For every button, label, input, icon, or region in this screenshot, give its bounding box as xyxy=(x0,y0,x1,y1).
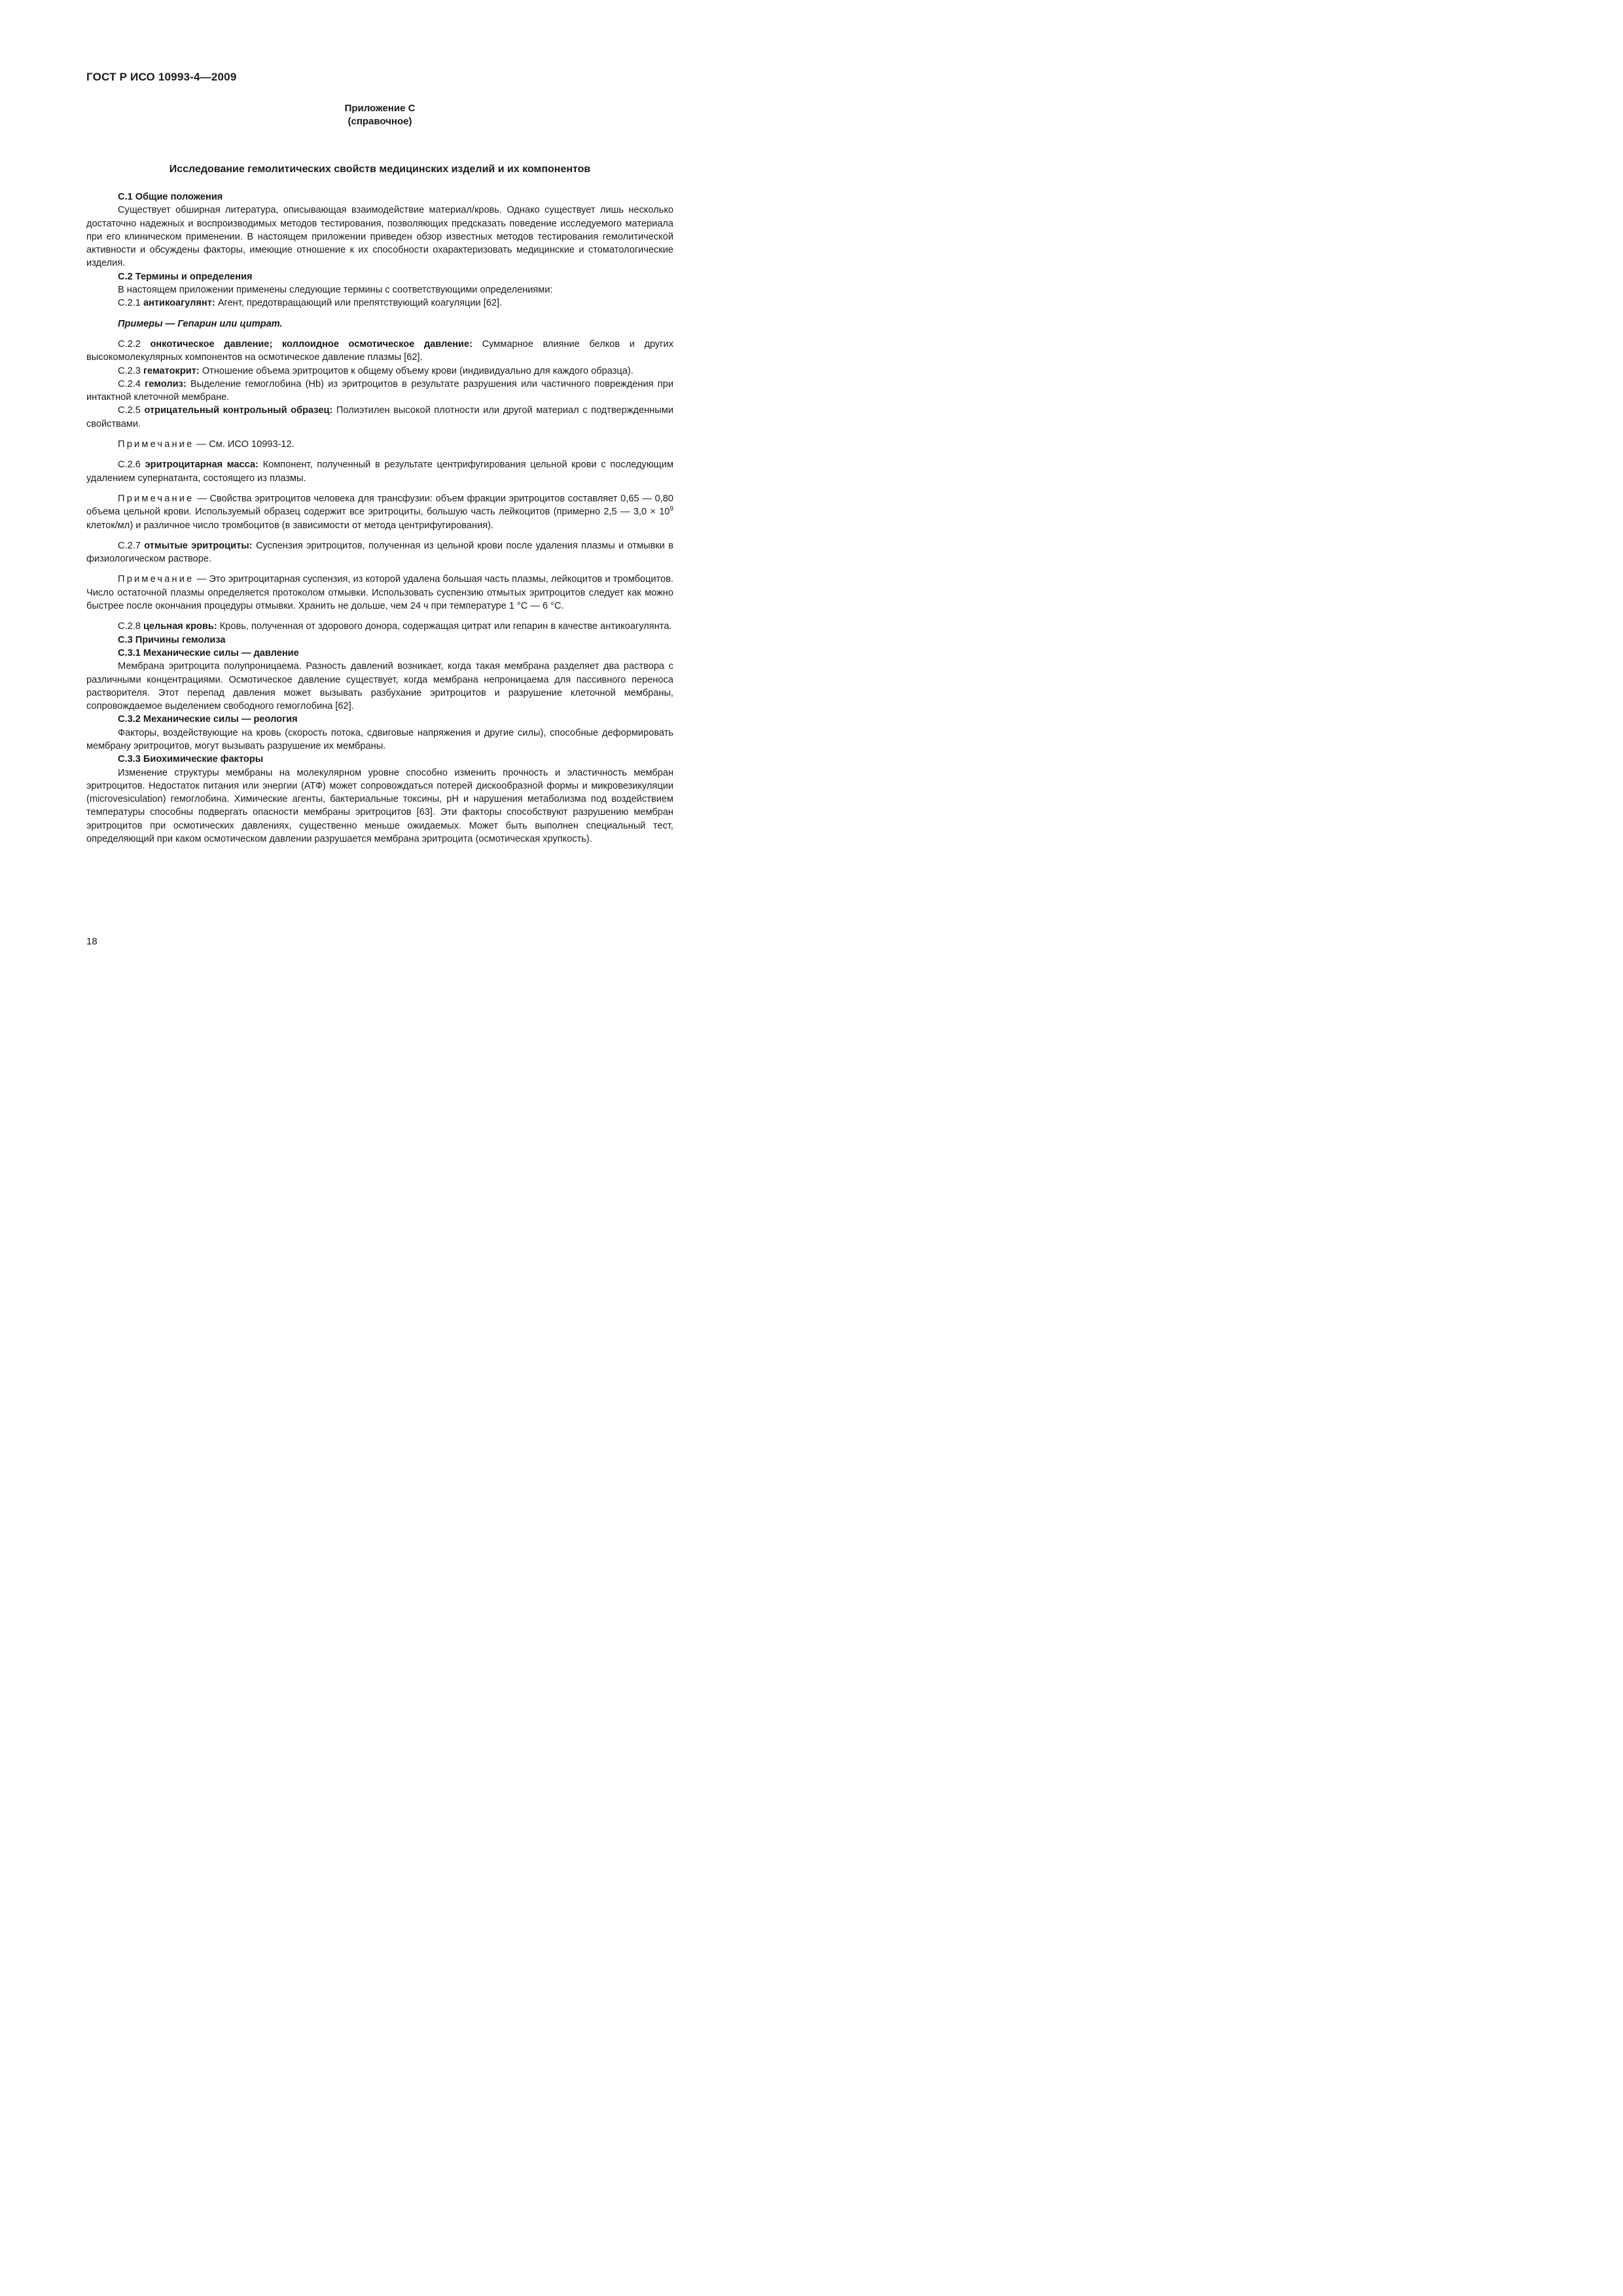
term-number: С.2.3 xyxy=(118,365,141,376)
term-c2-4 xyxy=(86,378,673,404)
term-name: онкотическое давление; коллоидное осмотическое давление: xyxy=(150,338,473,350)
term-c2-1 xyxy=(86,296,673,310)
term-number: С.2.8 xyxy=(118,621,141,632)
term-definition: Выделение гемоглобина (Hb) из эритроцитов в результате разрушения или частичного повреждения при интактной клеточной мембране. xyxy=(86,378,673,403)
document-header: ГОСТ Р ИСО 10993-4—2009 xyxy=(86,71,237,83)
paragraph-c3-1: Мембрана эритроцита полупроницаема. Разность давлений возникает, когда такая мембрана разделяет два раствора с различными концентрациями. Осмотическое давление существует, когда мембрана непроницаема для пассивного переноса растворителя. Этот перепад давления может вызывать разбухание эритроцитов и разрушение клеточной мембраны, сопровождаемое выделением свободного гемоглобина [62]. xyxy=(86,661,673,712)
term-definition: Отношение объема эритроцитов к общему объему крови (индивидуально для каждого образца). xyxy=(202,365,633,376)
term-definition: Суспензия эритроцитов, полученная из цельной крови после удаления плазмы и отмывки в физиологическом растворе. xyxy=(86,540,673,565)
term-name: эритроцитарная масса: xyxy=(145,459,259,471)
note-c2-6 xyxy=(86,492,673,532)
paragraph-c3-2: Факторы, воздействующие на кровь (скорость потока, сдвиговые напряжения и другие силы), способные деформировать мембрану эритроцитов, могут вызывать разрушение их мембраны. xyxy=(86,727,673,751)
term-number: С.2.1 xyxy=(118,298,141,309)
section-heading-c3: С.3 Причины гемолиза xyxy=(118,634,226,645)
term-definition: Компонент, полученный в результате центрифугирования цельной крови с последующим удалением супернатанта, состоящего из плазмы. xyxy=(86,459,673,484)
note-label: Примечание xyxy=(118,493,194,504)
annex-line1: Приложение С xyxy=(344,103,416,114)
note-text: — См. ИСО 10993-12. xyxy=(196,439,294,450)
note-label: Примечание xyxy=(118,439,194,450)
term-number: С.2.2 xyxy=(118,338,141,350)
annex-line2: (справочное) xyxy=(348,116,412,127)
examples-line: Примеры — Гепарин или цитрат. xyxy=(118,318,283,329)
term-c2-2 xyxy=(86,338,673,365)
subsection-heading-c3-1: С.3.1 Механические силы — давление xyxy=(118,647,299,658)
term-definition: Агент, предотвращающий или препятствующий коагуляции [62]. xyxy=(217,298,503,309)
note-text-continued: клеток/мл) и различное число тромбоцитов (в зависимости от метода центрифугирования). xyxy=(86,520,494,531)
subsection-heading-c3-2: С.3.2 Механические силы — реология xyxy=(118,714,298,725)
term-c2-7 xyxy=(86,539,673,566)
subsection-heading-c3-3: С.3.3 Биохимические факторы xyxy=(118,754,264,765)
section-heading-c2: С.2 Термины и определения xyxy=(118,271,253,282)
paragraph-c1: Существует обширная литература, описывающая взаимодействие материал/кровь. Однако существует лишь несколько достаточно надежных и воспроизводимых методов тестирования, позволяющих предсказать поведение исследуемого материала при его клиническом применении. В настоящем приложении приведен обзор известных методов тестирования гемолитической активности и обсуждены факторы, имеющие отношение к их способности охарактеризовать медицинские и стоматологические изделия. xyxy=(86,205,673,269)
term-number: С.2.7 xyxy=(118,540,141,551)
term-name: отрицательный контрольный образец: xyxy=(144,405,333,416)
note-c2-5 xyxy=(86,438,673,451)
paragraph-c2-intro: В настоящем приложении применены следующие термины с соответствующими определениями: xyxy=(118,285,553,296)
section-heading-c1: С.1 Общие положения xyxy=(118,192,223,202)
annex-title: Исследование гемолитических свойств медицинских изделий и их компонентов xyxy=(169,164,591,175)
term-c2-6 xyxy=(86,458,673,485)
term-name: гемолиз: xyxy=(145,378,187,389)
term-number: С.2.4 xyxy=(118,378,141,389)
term-definition: Кровь, полученная от здорового донора, содержащая цитрат или гепарин в качестве антикоагулянта. xyxy=(219,621,672,632)
page-number: 18 xyxy=(86,936,98,947)
term-name: гематокрит: xyxy=(143,365,200,376)
note-c2-7 xyxy=(86,573,673,613)
annex-label xyxy=(86,102,673,128)
note-text: — Это эритроцитарная суспензия, из которой удалена большая часть плазмы, лейкоцитов и тромбоцитов. Число остаточной плазмы определяется протоколом отмывки. Использовать суспензию отмытых эритроцитов следует как можно быстрее после окончания процедуры отмывки. Хранить не дольше, чем 24 ч при температуре 1 °С — 6 °С. xyxy=(86,574,673,612)
term-number: С.2.6 xyxy=(118,459,141,471)
term-name: цельная кровь: xyxy=(143,621,217,632)
paragraph-c3-3: Изменение структуры мембраны на молекулярном уровне способно изменить прочность и эластичность мембран эритроцитов. Недостаток питания или энергии (АТФ) может сопровождаться потерей дискообразной формы и микровезикуляции (microvesiculation) гемоглобина. Химические агенты, бактериальные токсины, pH и нарушения метаболизма под воздействием температуры способны подвергать опасности мембраны эритроцитов [63]. Эти факторы способствуют разрушению мембран эритроцитов при осмотических давлениях, существенно меньше ожидаемых. Может быть выполнен специальный тест, определяющий при каком осмотическом давлении разрушается мембрана эритроцита (осмотическая хрупкость). xyxy=(86,767,673,845)
term-c2-3 xyxy=(86,365,673,378)
term-number: С.2.5 xyxy=(118,405,141,416)
term-name: антикоагулянт: xyxy=(143,298,215,309)
document-page xyxy=(86,71,673,846)
note-label: Примечание xyxy=(118,574,194,585)
term-c2-8 xyxy=(86,620,673,633)
term-c2-5 xyxy=(86,404,673,431)
term-definition: Полиэтилен высокой плотности или другой материал с подтвержденными свойствами. xyxy=(86,405,673,429)
document-body xyxy=(86,190,673,846)
note-text: — Свойства эритроцитов человека для трансфузии: объем фракции эритроцитов составляет 0,65 — 0,80 объема цельной крови. Используемый образец содержит все эритроциты, большую часть лейкоцитов (примерно 2,5 — 3,0 × 10 xyxy=(86,493,673,518)
note-superscript: 9 xyxy=(669,505,673,513)
term-name: отмытые эритроциты: xyxy=(144,540,253,551)
term-definition: Суммарное влияние белков и других высокомолекулярных компонентов на осмотическое давление плазмы [62]. xyxy=(86,338,673,363)
